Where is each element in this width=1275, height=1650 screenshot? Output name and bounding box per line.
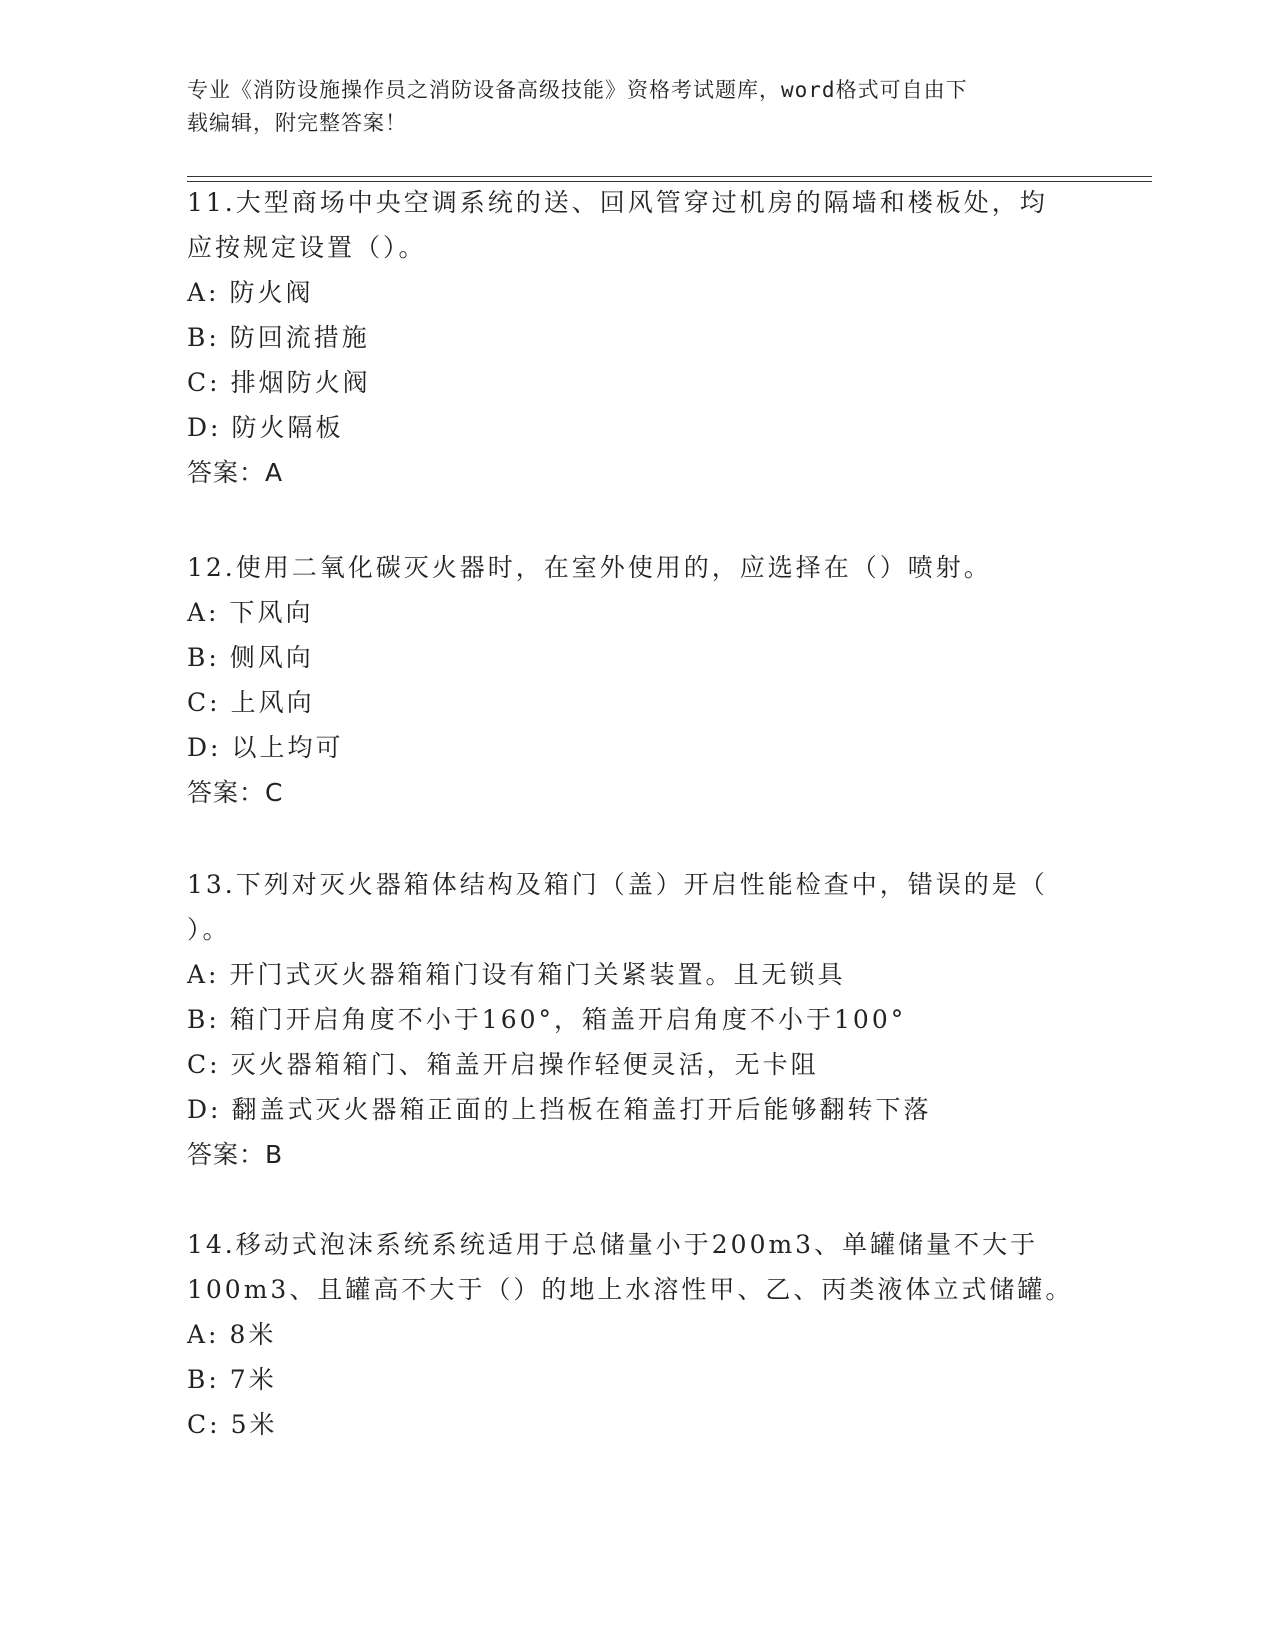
question-14: [187, 1222, 1074, 1447]
question-stem-line: 12.使用二氧化碳灭火器时，在室外使用的，应选择在（）喷射。: [187, 553, 992, 582]
option-c: [187, 1042, 1067, 1087]
question-13: [187, 862, 1067, 1177]
option-text: 防火阀: [229, 278, 314, 307]
option-a: [187, 270, 1067, 315]
option-a: [187, 952, 1067, 997]
option-text: 箱门开启角度不小于160°，箱盖开启角度不小于100°: [229, 1005, 907, 1034]
option-letter: A:: [187, 278, 220, 307]
option-b: [187, 315, 1067, 360]
option-a: [187, 1312, 1067, 1357]
option-letter: B:: [187, 643, 220, 672]
option-letter: D:: [187, 733, 222, 762]
option-text: 以上均可: [231, 733, 344, 762]
option-text: 下风向: [229, 598, 314, 627]
question-stem-line: 13.下列对灭火器箱体结构及箱门（盖）开启性能检查中，错误的是（: [187, 870, 1048, 899]
option-letter: B:: [187, 323, 220, 352]
question-stem-line: 100m3、且罐高不大于（）的地上水溶性甲、乙、丙类液体立式储罐。: [187, 1275, 1074, 1304]
option-text: 上风向: [230, 688, 315, 717]
option-letter: B:: [187, 1365, 220, 1394]
question-stem-line: 11.大型商场中央空调系统的送、回风管穿过机房的隔墙和楼板处，均: [187, 188, 1048, 217]
option-letter: D:: [187, 1095, 222, 1124]
option-letter: A:: [187, 598, 220, 627]
option-letter: C:: [187, 368, 221, 397]
option-b: [187, 635, 1067, 680]
option-letter: C:: [187, 1050, 221, 1079]
option-c: [187, 680, 1067, 725]
answer-line: 答案：A: [187, 458, 284, 487]
header-line-2: 载编辑，附完整答案！: [187, 111, 407, 135]
option-letter: C:: [187, 688, 221, 717]
question-11: [187, 180, 1067, 495]
question-stem-line: 应按规定设置（）。: [187, 233, 427, 262]
option-text: 侧风向: [229, 643, 314, 672]
option-letter: B:: [187, 1005, 220, 1034]
question-stem-line: 14.移动式泡沫系统系统适用于总储量小于200m3、单罐储量不大于: [187, 1230, 1039, 1259]
header-line-1: 专业《消防设施操作员之消防设备高级技能》资格考试题库，word格式可自由下: [187, 78, 968, 102]
option-text: 7米: [229, 1365, 277, 1394]
option-c: [187, 1402, 1067, 1447]
option-d: [187, 725, 1067, 770]
option-letter: D:: [187, 413, 222, 442]
option-text: 开门式灭火器箱箱门设有箱门关紧装置。且无锁具: [229, 960, 846, 989]
document-header: [187, 74, 1067, 140]
option-letter: A:: [187, 1320, 220, 1349]
option-text: 5米: [230, 1410, 278, 1439]
option-text: 防回流措施: [229, 323, 370, 352]
option-a: [187, 590, 1067, 635]
question-12: [187, 545, 1067, 815]
question-stem-line: ）。: [187, 915, 231, 944]
option-text: 翻盖式灭火器箱正面的上挡板在箱盖打开后能够翻转下落: [231, 1095, 932, 1124]
option-text: 8米: [229, 1320, 277, 1349]
option-b: [187, 997, 1067, 1042]
option-letter: C:: [187, 1410, 221, 1439]
answer-line: 答案：B: [187, 1140, 284, 1169]
option-b: [187, 1357, 1067, 1402]
option-text: 防火隔板: [231, 413, 344, 442]
header-divider-top: [187, 176, 1152, 177]
option-d: [187, 405, 1067, 450]
option-c: [187, 360, 1067, 405]
option-text: 排烟防火阀: [230, 368, 371, 397]
option-d: [187, 1087, 1067, 1132]
option-letter: A:: [187, 960, 220, 989]
option-text: 灭火器箱箱门、箱盖开启操作轻便灵活，无卡阻: [230, 1050, 819, 1079]
answer-line: 答案：C: [187, 778, 284, 807]
